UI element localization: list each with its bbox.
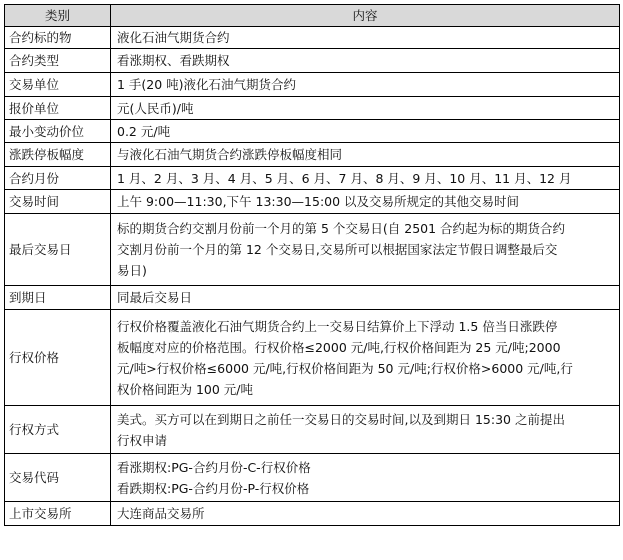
row-label: 交易单位: [5, 73, 111, 97]
row-value: [111, 406, 620, 454]
table-row: [5, 406, 620, 454]
row-value: [111, 454, 620, 502]
table-row: [5, 214, 620, 286]
row-value: [111, 310, 620, 406]
contract-spec-table: [4, 4, 620, 526]
row-value-line: 同最后交易日: [117, 290, 193, 305]
row-value-line: 行权价格覆盖液化石油气期货合约上一交易日结算价上下浮动 1.5 倍当日涨跌停: [117, 318, 558, 334]
row-label: 最后交易日: [5, 214, 111, 286]
row-value: [111, 214, 620, 286]
row-label: 行权方式: [5, 406, 111, 454]
row-value-line: 板幅度对应的价格范围。行权价格≤2000 元/吨,行权价格间距为 25 元/吨;2000: [117, 339, 561, 355]
row-label: 合约标的物: [5, 27, 111, 49]
row-value: [111, 120, 620, 143]
row-value: [111, 27, 620, 49]
row-value-line: 美式。买方可以在到期日之前任一交易日的交易时间,以及到期日 15:30 之前提出: [117, 411, 565, 427]
row-value-line: 元(人民币)/吨: [117, 100, 194, 116]
row-label: 到期日: [5, 286, 111, 310]
header-content: 内容: [111, 5, 620, 27]
row-value-line: 行权申请: [117, 432, 168, 448]
row-label: 行权价格: [5, 310, 111, 406]
row-value-line: 交割月份前一个月的第 12 个交易日,交易所可以根据国家法定节假日调整最后交: [117, 242, 558, 257]
row-value: [111, 73, 620, 97]
row-label: 报价单位: [5, 97, 111, 120]
table-row: [5, 73, 620, 97]
contract-spec-table-container: [4, 4, 619, 526]
table-row: [5, 310, 620, 406]
row-value-line: 大连商品交易所: [117, 506, 205, 521]
row-value: [111, 143, 620, 167]
row-label: 合约类型: [5, 49, 111, 73]
row-value-line: 元/吨>行权价格≤6000 元/吨,行权价格间距为 50 元/吨;行权价格>6000 元/吨,行: [117, 360, 573, 376]
table-row: [5, 143, 620, 167]
table-row: [5, 49, 620, 73]
row-value-line: 液化石油气期货合约: [117, 30, 230, 45]
table-row: [5, 454, 620, 502]
row-label: 合约月份: [5, 167, 111, 190]
row-value-line: 上午 9:00—11:30,下午 13:30—15:00 以及交易所规定的其他交易时间: [117, 194, 520, 209]
row-label: 交易时间: [5, 190, 111, 214]
row-value: [111, 286, 620, 310]
table-row: [5, 190, 620, 214]
table-row: [5, 27, 620, 49]
table-body: [5, 27, 620, 526]
row-value-line: 标的期货合约交割月份前一个月的第 5 个交易日(自 2501 合约起为标的期货合约: [117, 221, 566, 236]
row-label: 涨跌停板幅度: [5, 143, 111, 167]
table-header-row: [5, 5, 620, 27]
row-value-line: 看涨期权、看跌期权: [117, 53, 230, 68]
table-row: [5, 120, 620, 143]
row-value-line: 权价格间距为 100 元/吨: [117, 381, 254, 397]
row-value: [111, 502, 620, 526]
row-value-line: 1 月、2 月、3 月、4 月、5 月、6 月、7 月、8 月、9 月、10 月、11 月、12 月: [117, 170, 572, 186]
table-row: [5, 97, 620, 120]
row-value-line: 看跌期权:PG-合约月份-P-行权价格: [117, 480, 310, 496]
row-label: 最小变动价位: [5, 120, 111, 143]
table-row: [5, 286, 620, 310]
row-value: [111, 97, 620, 120]
header-category: 类别: [5, 5, 111, 27]
row-label: 上市交易所: [5, 502, 111, 526]
row-value: [111, 190, 620, 214]
row-label: 交易代码: [5, 454, 111, 502]
row-value: [111, 167, 620, 190]
row-value-line: 0.2 元/吨: [117, 123, 171, 139]
row-value: [111, 49, 620, 73]
row-value-line: 看涨期权:PG-合约月份-C-行权价格: [117, 459, 311, 475]
row-value-line: 易日): [117, 263, 147, 278]
row-value-line: 1 手(20 吨)液化石油气期货合约: [117, 77, 297, 92]
table-row: [5, 167, 620, 190]
row-value-line: 与液化石油气期货合约涨跌停板幅度相同: [117, 147, 343, 162]
table-row: [5, 502, 620, 526]
